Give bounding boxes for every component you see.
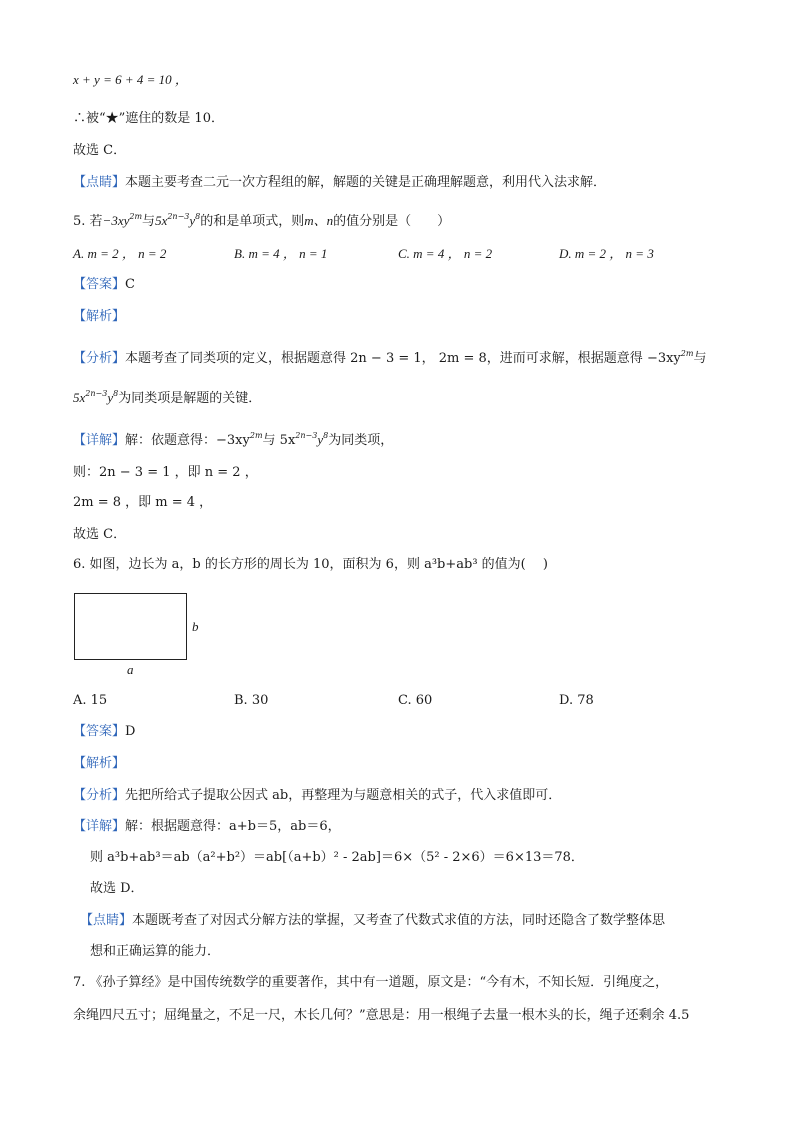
q5-term2-y: y [189,213,196,228]
q6-option-d: D. 78 [559,693,594,708]
xj-text: 解：根据题意得：a+b＝5，ab＝6， [125,819,341,834]
answer-value: D [125,724,136,739]
xj-text: 与 5x [262,433,296,448]
q5-xiangjie-1 [73,427,393,450]
dianjing-tag: 【点睛】 [73,175,126,190]
xj-exp: 2m [249,431,263,440]
q6-option-a: A. 15 [73,693,108,708]
q6-jiexi: 【解析】 [73,756,126,771]
q6-option-c: C. 60 [398,693,433,708]
fenxi2-term: 5x [73,390,86,405]
dianjing-text: 本题既考查了对因式分解方法的掌握，又考查了代数式求值的方法，同时还隐含了数学整体思 [132,913,666,928]
fenxi2-end: 为同类项是解题的关键． [118,391,262,406]
q6-dianjing-1 [80,912,665,930]
xj-text: 解：依题意得：−3xy [125,433,250,448]
q5-term1: −3xy [102,213,130,228]
answer-tag: 【答案】 [73,277,126,292]
q5-xiangjie-4: 故选 C． [73,527,127,542]
xj-exp: 8 [323,431,329,440]
xj-text: 为同类项， [328,433,394,448]
q7-line-2: 余绳四尺五寸；屈绳量之，不足一尺，木长几何？”意思是：用一根绳子去量一根木头的长，绳子还剩余 4.5 [73,1008,690,1023]
conclusion-line: ∴被“★”遮住的数是 10． [73,111,224,126]
fenxi-text: 先把所给式子提取公因式 ab，再整理为与题意相关的式子，代入求值即可． [125,788,562,803]
q5-answer [73,276,135,294]
dianjing-line [73,174,606,192]
q5-stem-part: 的和是单项式，则 [200,214,305,229]
xiangjie-tag: 【详解】 [73,433,126,448]
q5-stem-part: 与 [142,214,156,229]
q5-term2-exp2: 8 [195,212,201,221]
xj-y: y [317,432,324,447]
q5-jiexi: 【解析】 [73,309,126,324]
q6-xiangjie-1 [73,818,341,836]
fenxi-tag: 【分析】 [73,351,126,366]
q5-term1-exp: 2m [129,212,143,221]
q6-dianjing-2: 想和正确运算的能力． [90,944,221,959]
q6-answer [73,723,135,741]
q5-option-a: A. m = 2 ， n = 2 [73,246,167,261]
q5-term2: 5x [155,213,168,228]
fenxi-text: 本题考查了同类项的定义，根据题意得 2n − 3 = 1， 2m = 8，进而可求解，根据题意得 −3xy [125,351,681,366]
q5-fenxi-2 [73,385,261,408]
fenxi2-exp: 2n−3 [85,389,108,398]
q5-vars: m、n [304,213,334,228]
fenxi-text-end: 与 [693,351,707,366]
label-a: a [127,662,134,677]
dianjing-tag: 【点睛】 [80,913,133,928]
q5-option-d: D. m = 2 ， n = 3 [559,246,654,261]
q5-option-c: C. m = 4 ， n = 2 [398,246,493,261]
q5-fenxi-1 [73,345,706,368]
xj-exp: 2n−3 [295,431,318,440]
xiangjie-tag: 【详解】 [73,819,126,834]
q6-option-b: B. 30 [234,693,269,708]
equation-line: x + y = 6 + 4 = 10 ， [73,72,188,87]
q5-xiangjie-3: 2m = 8 ，即 m = 4 ， [73,495,213,510]
label-b: b [192,619,199,634]
fenxi-exp: 2m [680,349,694,358]
q5-stem-part: 5. 若 [73,214,103,229]
answer-tag: 【答案】 [73,724,126,739]
answer-value: C [125,277,135,292]
q6-stem: 6. 如图，边长为 a，b 的长方形的周长为 10，面积为 6，则 a³b+ab³ 的值为( ) [73,557,548,572]
q5-option-b: B. m = 4 ， n = 1 [234,246,328,261]
q6-xiangjie-3: 故选 D． [90,881,144,896]
fenxi2-exp2: 8 [113,389,119,398]
choice-line: 故选 C． [73,143,127,158]
fenxi-tag: 【分析】 [73,788,126,803]
fenxi2-y: y [107,390,114,405]
q6-fenxi [73,787,561,805]
dianjing-text: 本题主要考查二元一次方程组的解，解题的关键是正确理解题意，利用代入法求解． [125,175,607,190]
q5-stem-part: 的值分别是（ ） [333,214,451,229]
rectangle-figure [74,593,187,660]
q6-xiangjie-2: 则 a³b+ab³＝ab（a²+b²）＝ab[（a+b）² - 2ab]＝6×（5² - 2×6）＝6×13＝78． [90,850,584,865]
q5-term2-exp: 2n−3 [167,212,190,221]
q5-stem [73,208,450,231]
q5-xiangjie-2: 则：2n − 3 = 1 ，即 n = 2 ， [73,465,258,480]
q7-line-1: 7. 《孙子算经》是中国传统数学的重要著作，其中有一道题，原文是：“今有木，不知长短．引绳度之， [73,975,669,990]
